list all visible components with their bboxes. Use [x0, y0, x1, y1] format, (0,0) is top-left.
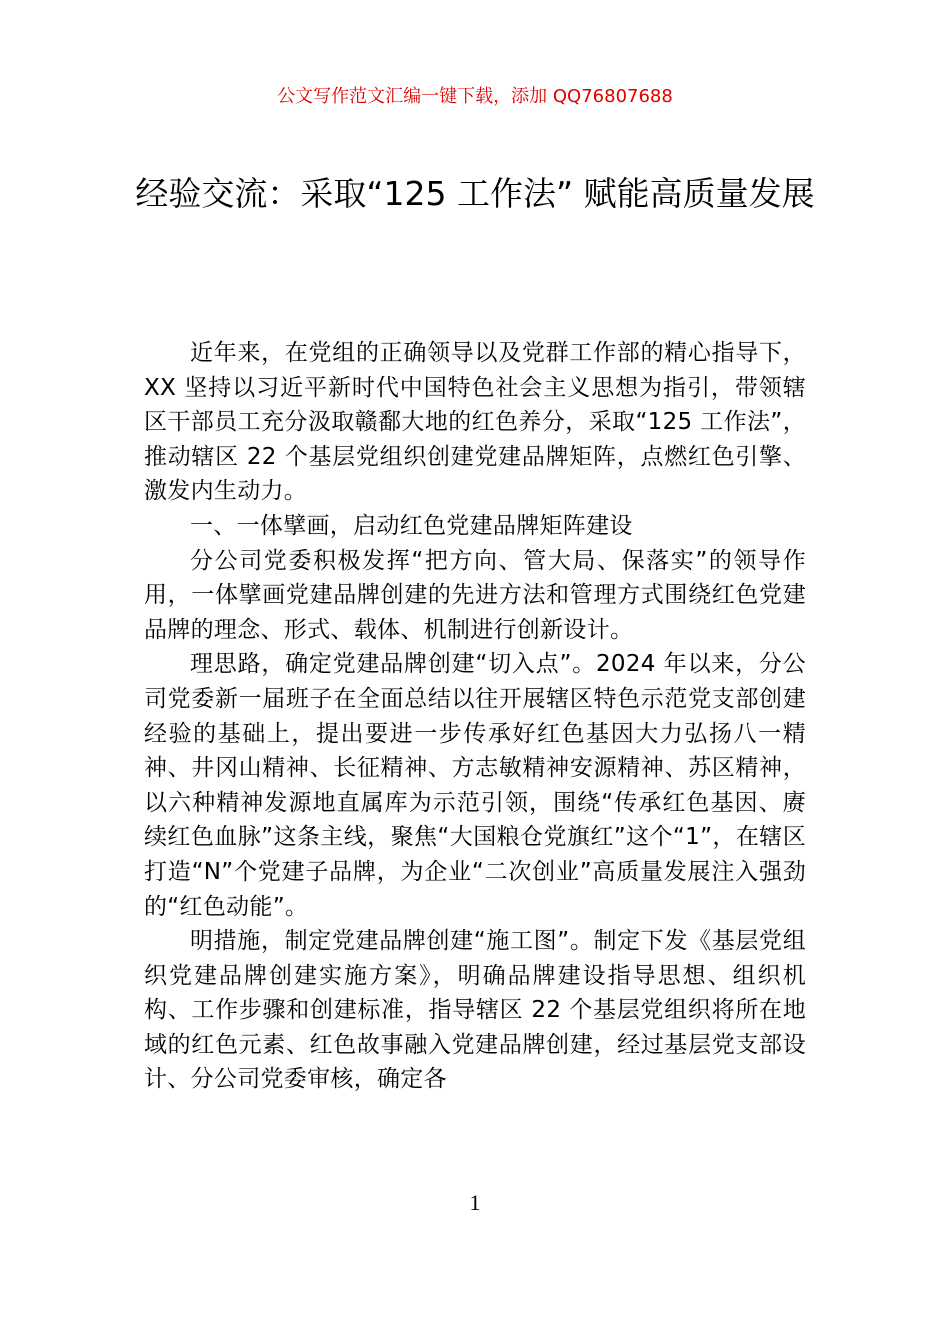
paragraph-intro: 近年来，在党组的正确领导以及党群工作部的精心指导下，XX 坚持以习近平新时代中国特色社会主义思想为指引，带领辖区干部员工充分汲取赣鄱大地的红色养分，采取“125 工作法”，推动辖区 22 个基层党组织创建党建品牌矩阵，点燃红色引擎、激发内生动力。: [144, 340, 806, 505]
document-body: [144, 336, 806, 1097]
download-promo-note: 公文写作范文汇编一键下载，添加 QQ76807688: [277, 86, 673, 107]
paragraph-clarify-approach: 理思路，确定党建品牌创建“切入点”。2024 年以来，分公司党委新一届班子在全面总结以往开展辖区特色示范党支部创建经验的基础上，提出要进一步传承好红色基因大力弘扬八一精神、井冈山精神、长征精神、方志敏精神安源精神、苏区精神，以六种精神发源地直属库为示范引领，围绕“传承红色基因、赓续红色血脉”这条主线，聚焦“大国粮仓党旗红”这个“1”，在辖区打造“N”个党建子品牌，为企业“二次创业”高质量发展注入强劲的“红色动能”。: [144, 651, 806, 920]
paragraph-define-measures: 明措施，制定党建品牌创建“施工图”。制定下发《基层党组织党建品牌创建实施方案》，明确品牌建设指导思想、组织机构、工作步骤和创建标准，指导辖区 22 个基层党组织将所在地域的红色元素、红色故事融入党建品牌创建，经过基层党支部设计、分公司党委审核，确定各: [144, 928, 806, 1093]
page-number: 1: [469, 1190, 481, 1215]
section-heading-1: 一、一体擘画，启动红色党建品牌矩阵建设: [190, 512, 633, 539]
paragraph-section-1-intro: 分公司党委积极发挥“把方向、管大局、保落实”的领导作用，一体擘画党建品牌创建的先进方法和管理方式围绕红色党建品牌的理念、形式、载体、机制进行创新设计。: [144, 547, 806, 643]
document-title: 经验交流：采取“125 工作法” 赋能高质量发展: [135, 174, 815, 213]
